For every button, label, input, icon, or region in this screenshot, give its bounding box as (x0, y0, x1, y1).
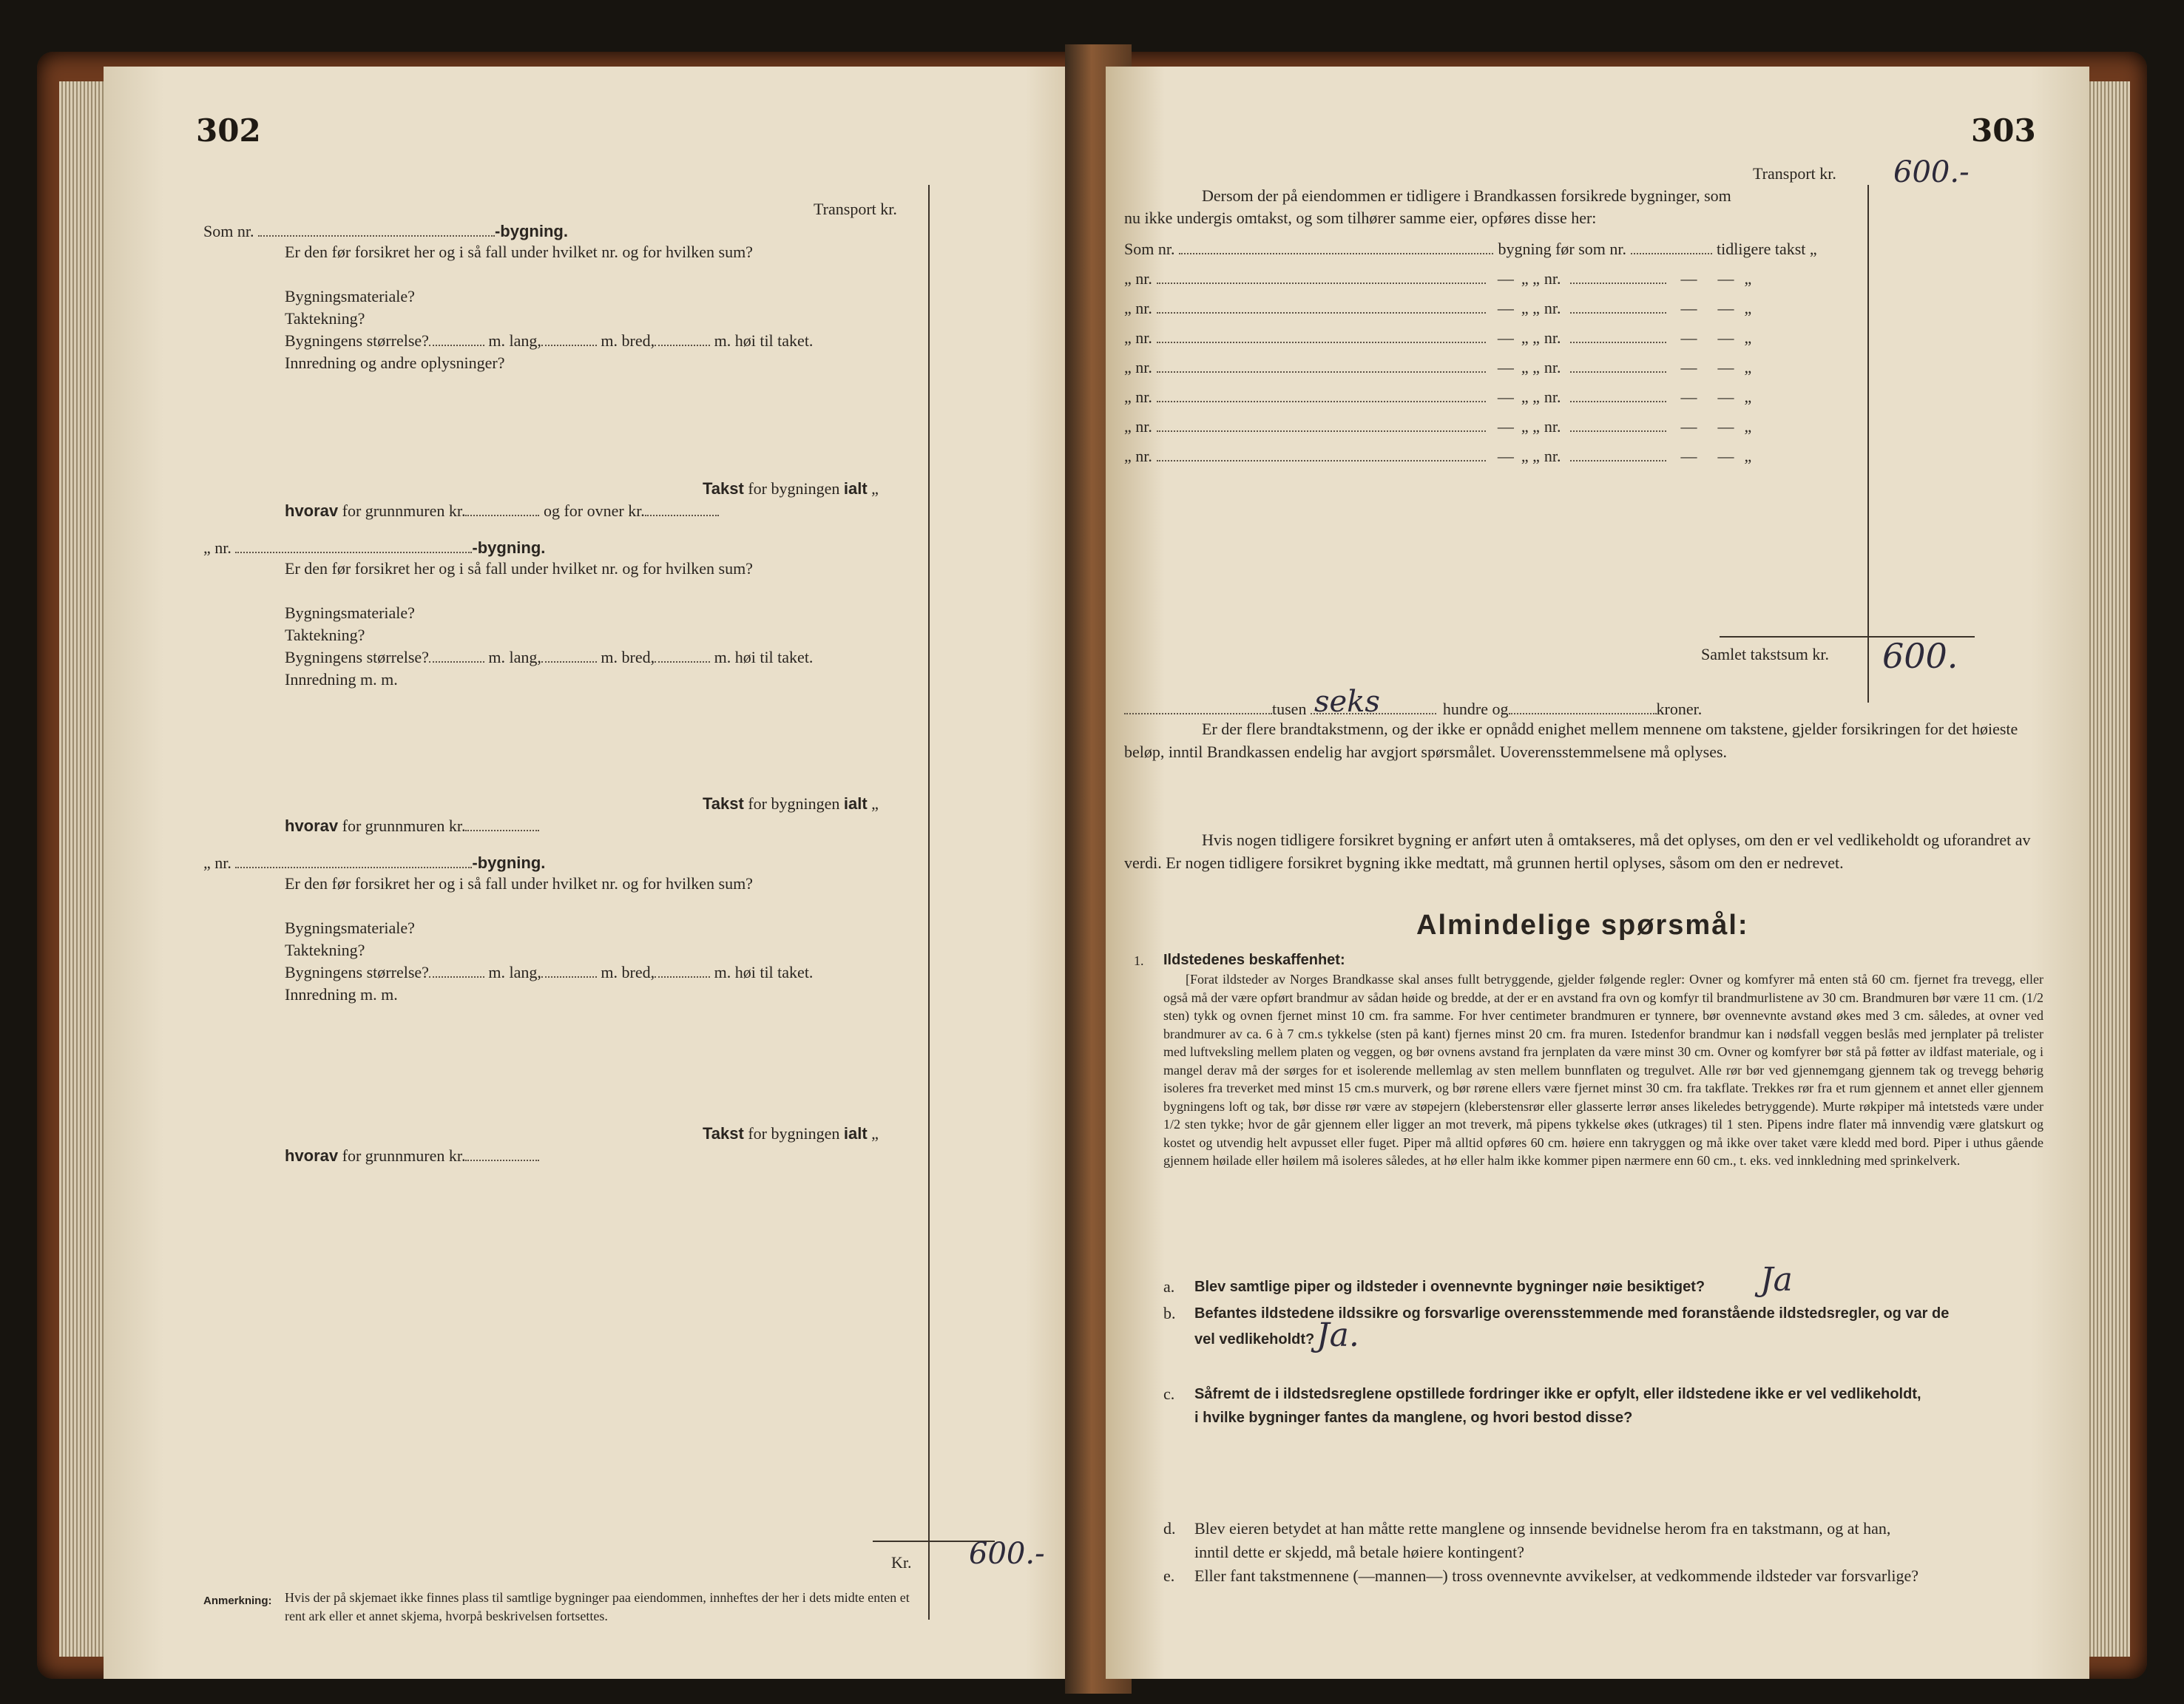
amount-column-rule (928, 185, 930, 1620)
prior-building-row: „ nr. — „ „ nr. — — „ (1124, 269, 1752, 288)
qe-letter: e. (1163, 1566, 1175, 1585)
section-1-takst: Takst for bygningen ialt „ (703, 479, 879, 498)
section-2-question: Er den før forsikret her og i så fall under hvilket nr. og for hvilken sum? (285, 559, 753, 578)
section-3-hvorav: hvorav for grunnmuren kr. (285, 1145, 539, 1167)
qb-text-line-2: vel vedlikeholdt? (1194, 1331, 1315, 1348)
section-1-header: Som nr. -bygning. (203, 222, 568, 240)
page-number-303: 303 (1971, 112, 2036, 149)
flere-takstmenn-paragraph: Er der flere brandtakstmenn, og der ikke er opnådd enighet mellem mennene om takstene, gjelder forsikringen for det høieste beløp, inntil Brandkassen endelig har avgjort spørsmålet. Uoverensstemmelsene må oplyses. (1124, 720, 2018, 761)
almindelige-heading: Almindelige spørsmål: (1416, 910, 1749, 941)
anmerkning-line-1: Hvis der på skjemaet ikke finnes plass til samtlige bygninger paa eiendommen, innheftes der her i dets midte enten et (285, 1590, 910, 1605)
page-number-302: 302 (196, 112, 261, 149)
qb-handwritten-answer: Ja. (1316, 1316, 1359, 1354)
q1-number: 1. (1134, 953, 1144, 968)
prior-building-row: „ nr. — „ „ nr. — — „ (1124, 299, 1752, 317)
qc-text-line-1: Såfremt de i ildstedsreglene opstillede fordringer ikke er opfylt, eller ildstedene ikke er vel vedlikeholdt, (1194, 1386, 1921, 1402)
section-3-storrelse: Bygningens størrelse? m. lang, m. bred, m. høi til taket. (285, 963, 814, 981)
section-2-storrelse: Bygningens størrelse? m. lang, m. bred, m. høi til taket. (285, 648, 814, 666)
qa-handwritten-answer: Ja (1760, 1261, 1793, 1299)
amount-column-rule-right (1867, 185, 1869, 703)
section-2-innredning: Innredning m. m. (285, 670, 398, 689)
section-3-question: Er den før forsikret her og i så fall under hvilket nr. og for hvilken sum? (285, 874, 753, 893)
intro-line-2: nu ikke undergis omtakst, og som tilhører samme eier, opføres disse her: (1124, 209, 1597, 227)
prior-buildings-header-row: Som nr. bygning før som nr. tidligere takst „ (1124, 240, 1817, 258)
section-2-takst: Takst for bygningen ialt „ (703, 794, 879, 813)
prior-building-row: „ nr. — „ „ nr. — — „ (1124, 388, 1752, 406)
section-1-taktekning: Taktekning? (285, 309, 365, 328)
section-1-storrelse: Bygningens størrelse? m. lang, m. bred, m. høi til taket. (285, 331, 814, 350)
hundre-handwritten: seks (1314, 685, 1380, 719)
qa-letter: a. (1163, 1277, 1175, 1296)
prior-building-row: „ nr. — „ „ nr. — — „ (1124, 447, 1752, 465)
section-2-materiale: Bygningsmateriale? (285, 604, 415, 622)
qa-text: Blev samtlige piper og ildsteder i ovennevnte bygninger nøie besiktiget? (1194, 1279, 1705, 1295)
q1-rules-text: [Forat ildsteder av Norges Brandkasse skal anses fullt betryggende, gjelder følgende regler: Ovner og komfyrer må enten stå 60 cm. fjernet fra trevegg, eller også må der være opført brandmur av sådan høide og bredde, at der er en avstand fra ovn og komfyr til brandmurlistene av 30 cm. Brandmuren bør være 11 cm. (1/2 sten) tykk og ovnen fjernet minst 10 cm. fra samme. For hver centimeter brandmuren er tynnere, bør ovennevnte avstand økes med 3 cm. således, at ovner ved brandmurer av ca. 6 à 7 cm.s tykkelse (sten på kant) fjernes minst 20 cm. fra muren. Istedenfor brandmur kan i nødsfall veggen beslås med jernplater på trelister med luftveksling mellem platen og veggen, og bør ovnens avstand fra jernplaten da være minst 30 cm. Ovner og komfyrer bør stå på føtter av ildfast materiale, og i mangel derav må der sørges for et isolerende mellemlag av sten mellem bunnflaten og tregulvet. Alle rør bør ved gjennemgang gjennem tak og trevegg behørig isoleres fra treverket med minst 15 cm.s murverk, og bør rørene ellers være fjernet minst 30 cm. fra takflate. Trekkes rør fra et rum gjennem et annet eller gjennem bygningens loft og tak, bør disse rør være av støpejern (kleberstensrør eller glasserte lerrør anses likeledes betryggende). Murte røkpiper må intetsteds være under 1/2 sten tykke; hvor de går gjennem eller ligger an mot treverk, må pipens tykkelse økes (utkrages) til 1 sten. Pipens indre flater må innvendig være glatskurt og kostet og utvendig helt avpusset eller fuget. Piper må alltid opføres 60 cm. høiere enn takryggen og må ikke over taket være kledd med bord. Piper i uthus gående gjennem høilade eller høilem må isoleres således, at hø eller halm ikke kommer pipen nærmere enn 60 cm., t. eks. ved innkledning med sprinkelverk. (1163, 972, 2043, 1168)
right-page (1106, 67, 2089, 1679)
amount-in-words: tusen seks hundre og kroner. (1124, 694, 1702, 720)
prior-building-row: „ nr. — „ „ nr. — — „ (1124, 417, 1752, 436)
qe-text: Eller fant takstmennene (—mannen—) tross ovennevnte avvikelser, at vedkommende ildsteder var forsvarlige? (1194, 1566, 1918, 1585)
samlet-handwritten-value: 600. (1882, 636, 1958, 676)
qc-letter: c. (1163, 1384, 1175, 1403)
section-3-header: „ nr. -bygning. (203, 853, 546, 872)
prior-building-row: „ nr. — „ „ nr. — — „ (1124, 328, 1752, 347)
section-1-materiale: Bygningsmateriale? (285, 287, 415, 305)
intro-line-1: Dersom der på eiendommen er tidligere i Brandkassen forsikrede bygninger, som (1202, 186, 1731, 205)
qb-letter: b. (1163, 1304, 1176, 1322)
transport-label-left: Transport kr. (814, 200, 897, 218)
section-1-innredning: Innredning og andre oplysninger? (285, 354, 505, 372)
anmerkning-label: Anmerkning: (203, 1595, 272, 1607)
qd-letter: d. (1163, 1519, 1176, 1538)
total-handwritten-value: 600.- (969, 1537, 1045, 1571)
section-2-taktekning: Taktekning? (285, 626, 365, 644)
q1-title: Ildstedenes beskaffenhet: (1163, 952, 1345, 968)
samlet-label: Samlet takstsum kr. (1701, 645, 1829, 663)
left-page (104, 67, 1106, 1679)
section-2-header: „ nr. -bygning. (203, 538, 546, 557)
transport-handwritten-value: 600.- (1893, 155, 1970, 189)
section-3-takst: Takst for bygningen ialt „ (703, 1124, 879, 1143)
qb-text-line-1: Befantes ildstedene ildssikre og forsvarlige overensstemmende med foranstående ildstedsregler, og var de (1194, 1305, 1950, 1322)
qd-text-line-1: Blev eieren betydet at han måtte rette manglene og innsende bevidnelse herom fra en takstmann, og at han, (1194, 1519, 1891, 1538)
qd-text-line-2: inntil dette er skjedd, må betale høiere kontingent? (1194, 1543, 1524, 1561)
transport-label-right: Transport kr. (1753, 164, 1836, 183)
section-3-taktekning: Taktekning? (285, 941, 365, 959)
anmerkning-line-2: rent ark eller et annet skjema, hvorpå beskrivelsen fortsettes. (285, 1609, 608, 1623)
total-label: Kr. (891, 1553, 912, 1572)
section-1-question: Er den før forsikret her og i så fall under hvilket nr. og for hvilken sum? (285, 243, 753, 261)
qc-text-line-2: i hvilke bygninger fantes da manglene, og hvori bestod disse? (1194, 1410, 1633, 1426)
section-3-innredning: Innredning m. m. (285, 985, 398, 1004)
section-1-hvorav: hvorav for grunnmuren kr. og for ovner kr. (285, 500, 719, 522)
prior-building-row: „ nr. — „ „ nr. — — „ (1124, 358, 1752, 376)
section-2-hvorav: hvorav for grunnmuren kr. (285, 815, 539, 837)
section-3-materiale: Bygningsmateriale? (285, 919, 415, 937)
hvis-nogen-paragraph: Hvis nogen tidligere forsikret bygning er anført uten å omtakseres, må det oplyses, om den er vel vedlikeholdt og uforandret av verdi. Er nogen tidligere forsikret bygning ikke medtatt, må grunnen hertil oplyses, såsom om den er nedrevet. (1124, 831, 2031, 872)
